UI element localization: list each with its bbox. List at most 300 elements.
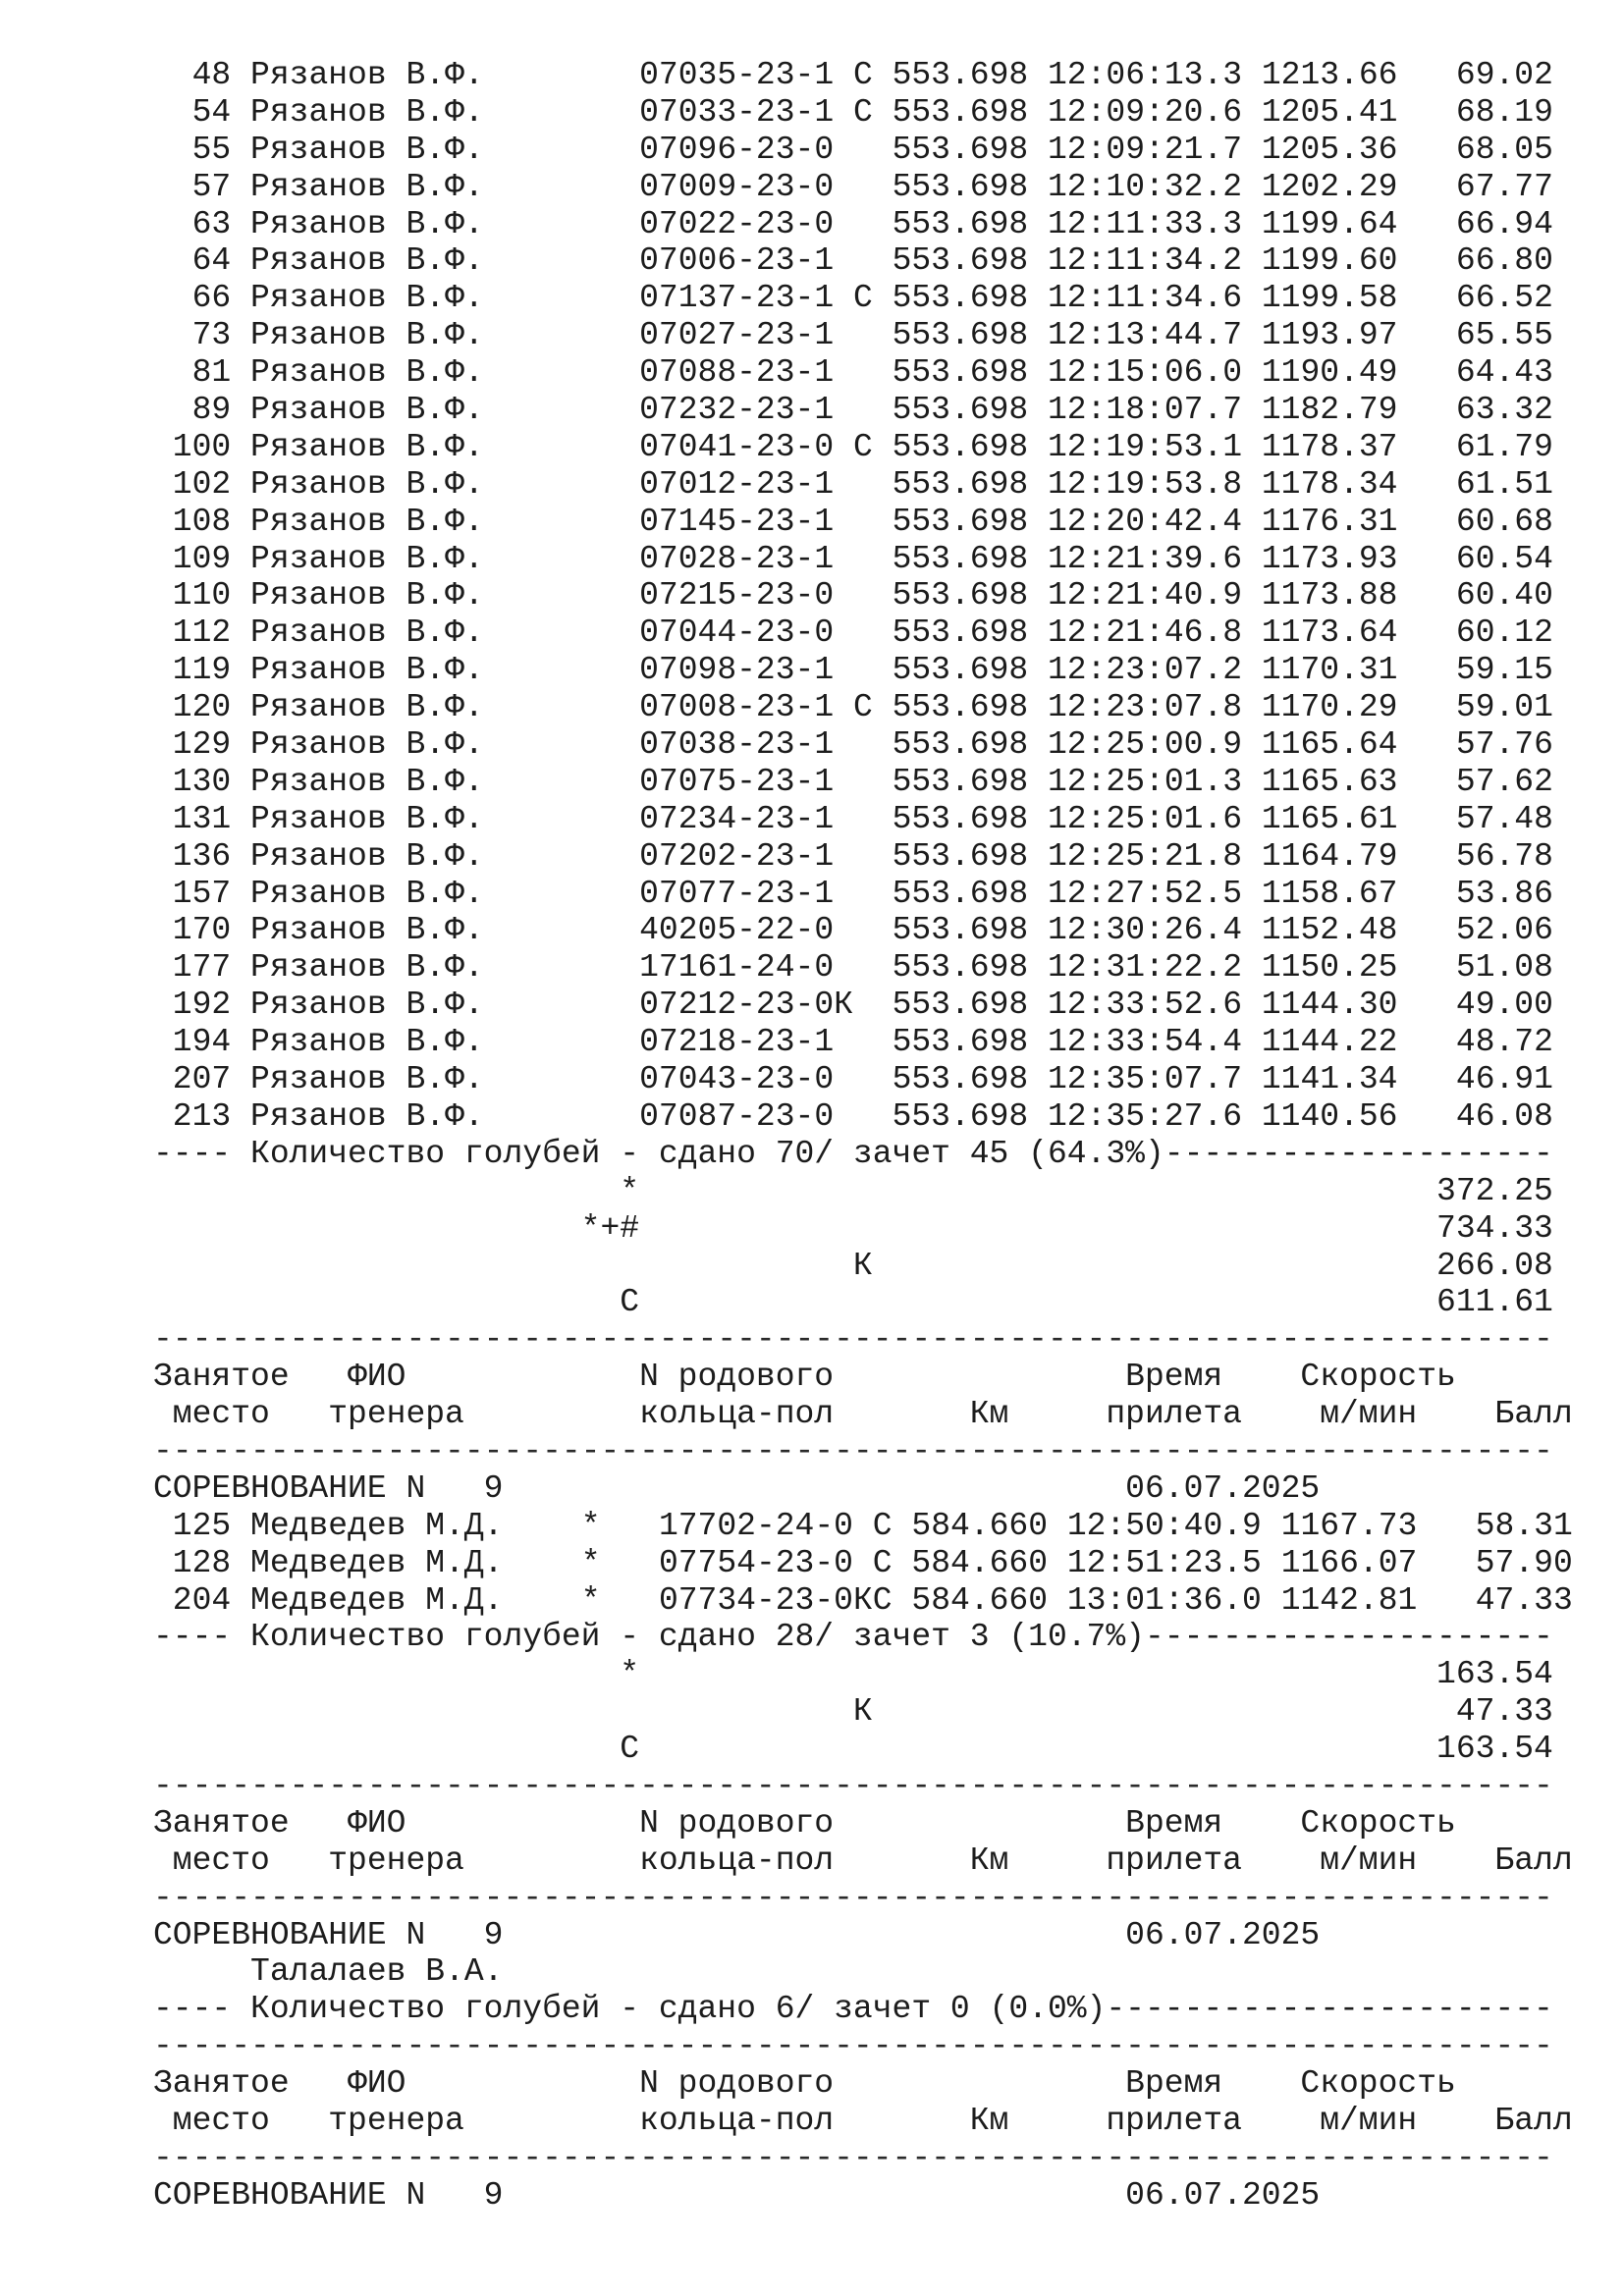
cell-speed: 1144.22 — [1261, 1024, 1398, 1061]
table-header — [153, 1842, 1573, 1880]
cell-score: 57.62 — [1436, 763, 1553, 800]
table-header — [153, 2065, 1573, 2103]
cell-ring: 07022-23-0 — [639, 205, 873, 242]
cell-name: Рязанов В.Ф. — [250, 875, 523, 912]
table-row — [153, 242, 1573, 280]
cell-place: 110 — [153, 577, 232, 614]
table-rule — [153, 1768, 1573, 1805]
cell-time: 12:25:01.6 — [1048, 800, 1243, 837]
cell-place: 102 — [153, 465, 232, 503]
summary-value: 47.33 — [1455, 1693, 1553, 1731]
cell-score: 59.01 — [1436, 689, 1553, 726]
table-row — [153, 726, 1573, 764]
summary-mark: К — [852, 1693, 873, 1731]
cell-score: 57.76 — [1436, 726, 1553, 764]
table-row — [153, 912, 1573, 949]
cell-km: 584.660 — [911, 1544, 1049, 1581]
cell-km: 553.698 — [892, 392, 1029, 429]
cell-time: 12:25:21.8 — [1048, 837, 1243, 875]
cell-ring: 07088-23-1 — [639, 354, 873, 392]
competition-label: СОРЕВНОВАНИЕ N 9 — [153, 1469, 504, 1507]
cell-speed: 1170.29 — [1261, 689, 1398, 726]
table-row — [153, 280, 1573, 317]
cell-name: Рязанов В.Ф. — [250, 652, 523, 689]
table-row — [153, 466, 1573, 504]
cell-speed: 1205.41 — [1261, 93, 1398, 131]
cell-name: Рязанов В.Ф. — [250, 428, 523, 465]
cell-time: 12:25:01.3 — [1048, 763, 1243, 800]
cell-place: 157 — [153, 875, 232, 912]
table-rule — [153, 1433, 1573, 1470]
cell-score: 66.80 — [1436, 242, 1553, 280]
cell-ring: 07038-23-1 — [639, 726, 873, 764]
cell-time: 12:23:07.2 — [1048, 652, 1243, 689]
cell-speed: 1202.29 — [1261, 168, 1398, 205]
cell-name: Рязанов В.Ф. — [250, 93, 523, 131]
cell-name: Рязанов В.Ф. — [250, 987, 523, 1024]
cell-flag: * — [580, 1544, 601, 1581]
cell-time: 12:15:06.0 — [1048, 354, 1243, 392]
summary-row — [153, 1284, 1573, 1321]
summary-mark: * — [620, 1656, 640, 1693]
cell-score: 46.08 — [1436, 1097, 1553, 1135]
rule: ------------------------------------------------------------------------ — [153, 1879, 1553, 1916]
cell-ring: 07033-23-1 С — [639, 93, 873, 131]
rule: ------------------------------------------------------------------------ — [153, 2139, 1553, 2176]
cell-place: 177 — [153, 949, 232, 987]
cell-name: Рязанов В.Ф. — [250, 354, 523, 392]
cell-ring: 07096-23-0 — [639, 131, 873, 168]
summary-count: ---- Количество голубей - сдано 70/ зачет 45 (64.3%)-------------------- — [153, 1135, 1553, 1172]
cell-time: 12:09:21.7 — [1048, 131, 1243, 168]
summary-value: 163.54 — [1436, 1731, 1553, 1768]
cell-ring: 07734-23-0КС — [658, 1581, 893, 1619]
cell-km: 553.698 — [892, 726, 1029, 764]
cell-score: 61.51 — [1436, 465, 1553, 503]
cell-name: Рязанов В.Ф. — [250, 1097, 523, 1135]
table-row — [153, 541, 1573, 578]
table-header — [153, 1805, 1573, 1842]
cell-time: 12:27:52.5 — [1048, 875, 1243, 912]
table-row — [153, 429, 1573, 466]
cell-ring: 17161-24-0 — [639, 949, 873, 987]
cell-name: Рязанов В.Ф. — [250, 800, 523, 837]
header-line-2: место тренера кольца-пол Км прилета м/мин Балл — [153, 1396, 1573, 1433]
cell-name: Рязанов В.Ф. — [250, 465, 523, 503]
summary-row — [153, 1173, 1573, 1210]
cell-speed: 1178.37 — [1261, 428, 1398, 465]
cell-score: 57.90 — [1455, 1544, 1573, 1581]
table-row — [153, 1061, 1573, 1098]
rule: ------------------------------------------------------------------------ — [153, 1767, 1553, 1804]
cell-place: 89 — [153, 392, 232, 429]
cell-score: 52.06 — [1436, 912, 1553, 949]
cell-time: 12:13:44.7 — [1048, 317, 1243, 354]
cell-score: 66.94 — [1436, 205, 1553, 242]
cell-score: 57.48 — [1436, 800, 1553, 837]
cell-speed: 1173.93 — [1261, 540, 1398, 577]
cell-km: 553.698 — [892, 1097, 1029, 1135]
cell-km: 553.698 — [892, 614, 1029, 652]
header-line-1: Занятое ФИО N родового Время Скорость — [153, 1359, 1456, 1396]
cell-place: 131 — [153, 800, 232, 837]
table-row — [153, 57, 1573, 94]
cell-speed: 1165.64 — [1261, 726, 1398, 764]
competition-line — [153, 1470, 1573, 1508]
table-row — [153, 764, 1573, 801]
cell-place: 64 — [153, 242, 232, 280]
cell-place: 136 — [153, 837, 232, 875]
cell-ring: 07009-23-0 — [639, 168, 873, 205]
cell-ring: 07232-23-1 — [639, 392, 873, 429]
cell-speed: 1142.81 — [1280, 1581, 1418, 1619]
cell-speed: 1166.07 — [1280, 1544, 1418, 1581]
cell-score: 58.31 — [1455, 1507, 1573, 1544]
cell-speed: 1173.88 — [1261, 577, 1398, 614]
table-row — [153, 1582, 1573, 1620]
table-row — [153, 949, 1573, 987]
cell-score: 56.78 — [1436, 837, 1553, 875]
table-row — [153, 169, 1573, 206]
summary-mark: С — [620, 1284, 640, 1321]
cell-place: 192 — [153, 987, 232, 1024]
cell-ring: 07098-23-1 — [639, 652, 873, 689]
cell-speed: 1165.61 — [1261, 800, 1398, 837]
cell-time: 12:21:40.9 — [1048, 577, 1243, 614]
summary-row — [153, 1210, 1573, 1248]
rule: ------------------------------------------------------------------------ — [153, 2028, 1553, 2065]
table-row — [153, 132, 1573, 169]
cell-ring: 07234-23-1 — [639, 800, 873, 837]
cell-speed: 1213.66 — [1261, 57, 1398, 93]
cell-name: Талалаев В.А. — [250, 1953, 504, 1991]
cell-time: 12:19:53.8 — [1048, 465, 1243, 503]
cell-ring: 07754-23-0 С — [658, 1544, 893, 1581]
cell-time: 12:23:07.8 — [1048, 689, 1243, 726]
cell-name: Рязанов В.Ф. — [250, 726, 523, 764]
cell-name: Рязанов В.Ф. — [250, 242, 523, 280]
cell-ring: 07043-23-0 — [639, 1061, 873, 1098]
cell-place: 66 — [153, 280, 232, 317]
cell-name: Рязанов В.Ф. — [250, 689, 523, 726]
cell-place: 120 — [153, 689, 232, 726]
summary-mark: * — [620, 1172, 640, 1209]
cell-score: 67.77 — [1436, 168, 1553, 205]
cell-ring: 07202-23-1 — [639, 837, 873, 875]
cell-time: 12:10:32.2 — [1048, 168, 1243, 205]
cell-place: 63 — [153, 205, 232, 242]
cell-score: 59.15 — [1436, 652, 1553, 689]
summary-line — [153, 1136, 1573, 1173]
cell-time: 12:20:42.4 — [1048, 503, 1243, 540]
cell-place: 100 — [153, 428, 232, 465]
cell-name: Рязанов В.Ф. — [250, 577, 523, 614]
cell-score: 69.02 — [1436, 57, 1553, 93]
cell-time: 12:35:27.6 — [1048, 1097, 1243, 1135]
cell-score: 53.86 — [1436, 875, 1553, 912]
rule: ------------------------------------------------------------------------ — [153, 1321, 1553, 1359]
cell-time: 12:51:23.5 — [1066, 1544, 1262, 1581]
summary-mark: С — [620, 1731, 640, 1768]
cell-score: 66.52 — [1436, 280, 1553, 317]
cell-speed: 1199.60 — [1261, 242, 1398, 280]
cell-score: 60.12 — [1436, 614, 1553, 652]
cell-speed: 1205.36 — [1261, 131, 1398, 168]
cell-flag: * — [580, 1507, 601, 1544]
cell-time: 12:50:40.9 — [1066, 1507, 1262, 1544]
cell-km: 553.698 — [892, 465, 1029, 503]
competition-date: 06.07.2025 — [1125, 2176, 1321, 2214]
table-rule — [153, 2028, 1573, 2065]
summary-value: 163.54 — [1436, 1656, 1553, 1693]
summary-value: 372.25 — [1436, 1172, 1553, 1209]
cell-place: 207 — [153, 1061, 232, 1098]
cell-place: 108 — [153, 503, 232, 540]
cell-name: Рязанов В.Ф. — [250, 614, 523, 652]
cell-name: Рязанов В.Ф. — [250, 949, 523, 987]
cell-place: 194 — [153, 1024, 232, 1061]
table-row — [153, 317, 1573, 354]
cell-km: 553.698 — [892, 949, 1029, 987]
cell-score: 61.79 — [1436, 428, 1553, 465]
cell-name: Рязанов В.Ф. — [250, 168, 523, 205]
table-row — [153, 1024, 1573, 1061]
cell-place: 55 — [153, 131, 232, 168]
cell-name: Рязанов В.Ф. — [250, 57, 523, 93]
table-row — [153, 876, 1573, 913]
cell-speed: 1178.34 — [1261, 465, 1398, 503]
summary-line — [153, 1991, 1573, 2028]
cell-place: 48 — [153, 57, 232, 93]
summary-row — [153, 1731, 1573, 1768]
cell-score: 49.00 — [1436, 987, 1553, 1024]
summary-mark: *+# — [580, 1209, 640, 1247]
summary-mark: К — [852, 1247, 873, 1284]
cell-km: 553.698 — [892, 763, 1029, 800]
cell-place: 213 — [153, 1097, 232, 1135]
cell-ring: 07044-23-0 — [639, 614, 873, 652]
cell-ring: 17702-24-0 С — [658, 1507, 893, 1544]
cell-place: 112 — [153, 614, 232, 652]
table-rule — [153, 1880, 1573, 1917]
cell-score: 68.19 — [1436, 93, 1553, 131]
cell-time: 12:19:53.1 — [1048, 428, 1243, 465]
cell-km: 553.698 — [892, 800, 1029, 837]
cell-time: 12:11:34.2 — [1048, 242, 1243, 280]
table-row — [153, 1098, 1573, 1136]
cell-name: Рязанов В.Ф. — [250, 912, 523, 949]
table-row — [153, 504, 1573, 541]
cell-time: 12:21:39.6 — [1048, 540, 1243, 577]
cell-km: 553.698 — [892, 354, 1029, 392]
table-row — [153, 577, 1573, 614]
cell-name: Рязанов В.Ф. — [250, 205, 523, 242]
table-row — [153, 1545, 1573, 1582]
cell-speed: 1140.56 — [1261, 1097, 1398, 1135]
table-row — [153, 392, 1573, 429]
cell-speed: 1152.48 — [1261, 912, 1398, 949]
cell-score: 51.08 — [1436, 949, 1553, 987]
cell-place: 129 — [153, 726, 232, 764]
cell-ring: 07087-23-0 — [639, 1097, 873, 1135]
cell-speed: 1173.64 — [1261, 614, 1398, 652]
cell-ring: 07218-23-1 — [639, 1024, 873, 1061]
summary-row — [153, 1248, 1573, 1285]
cell-speed: 1193.97 — [1261, 317, 1398, 354]
cell-speed: 1182.79 — [1261, 392, 1398, 429]
cell-ring: 07145-23-1 — [639, 503, 873, 540]
cell-speed: 1190.49 — [1261, 354, 1398, 392]
cell-time: 12:31:22.2 — [1048, 949, 1243, 987]
cell-time: 13:01:36.0 — [1066, 1581, 1262, 1619]
cell-name: Рязанов В.Ф. — [250, 837, 523, 875]
competition-date: 06.07.2025 — [1125, 1916, 1321, 1953]
cell-time: 12:09:20.6 — [1048, 93, 1243, 131]
cell-place: 170 — [153, 912, 232, 949]
cell-score: 47.33 — [1455, 1581, 1573, 1619]
cell-place: 128 — [153, 1544, 232, 1581]
cell-km: 553.698 — [892, 93, 1029, 131]
cell-place: 109 — [153, 540, 232, 577]
cell-ring: 07212-23-0К — [639, 987, 873, 1024]
summary-value: 611.61 — [1436, 1284, 1553, 1321]
cell-km: 553.698 — [892, 689, 1029, 726]
cell-name: Рязанов В.Ф. — [250, 280, 523, 317]
cell-ring: 40205-22-0 — [639, 912, 873, 949]
table-row — [153, 94, 1573, 132]
summary-value: 266.08 — [1436, 1247, 1553, 1284]
cell-time: 12:33:54.4 — [1048, 1024, 1243, 1061]
cell-name: Рязанов В.Ф. — [250, 763, 523, 800]
cell-ring: 07035-23-1 С — [639, 57, 873, 93]
cell-speed: 1199.58 — [1261, 280, 1398, 317]
cell-name: Рязанов В.Ф. — [250, 503, 523, 540]
cell-ring: 07077-23-1 — [639, 875, 873, 912]
cell-speed: 1144.30 — [1261, 987, 1398, 1024]
cell-name: Рязанов В.Ф. — [250, 131, 523, 168]
cell-name: Медведев М.Д. — [250, 1581, 523, 1619]
cell-time: 12:21:46.8 — [1048, 614, 1243, 652]
cell-km: 553.698 — [892, 1024, 1029, 1061]
cell-km: 553.698 — [892, 242, 1029, 280]
table-header — [153, 2103, 1573, 2140]
table-rule — [153, 1321, 1573, 1359]
cell-km: 553.698 — [892, 317, 1029, 354]
cell-ring: 07027-23-1 — [639, 317, 873, 354]
cell-speed: 1170.31 — [1261, 652, 1398, 689]
table-row — [153, 1953, 1573, 1991]
cell-score: 60.68 — [1436, 503, 1553, 540]
header-line-1: Занятое ФИО N родового Время Скорость — [153, 2065, 1456, 2103]
cell-time: 12:30:26.4 — [1048, 912, 1243, 949]
cell-km: 553.698 — [892, 503, 1029, 540]
cell-time: 12:06:13.3 — [1048, 57, 1243, 93]
cell-time: 12:35:07.7 — [1048, 1061, 1243, 1098]
cell-ring: 07006-23-1 — [639, 242, 873, 280]
cell-score: 46.91 — [1436, 1061, 1553, 1098]
cell-speed: 1150.25 — [1261, 949, 1398, 987]
competition-line — [153, 2177, 1573, 2215]
table-row — [153, 652, 1573, 689]
cell-time: 12:11:33.3 — [1048, 205, 1243, 242]
cell-km: 553.698 — [892, 428, 1029, 465]
summary-count: ---- Количество голубей - сдано 6/ зачет 0 (0.0%)----------------------- — [153, 1991, 1553, 2028]
cell-km: 553.698 — [892, 577, 1029, 614]
cell-km: 584.660 — [911, 1507, 1049, 1544]
summary-line — [153, 1619, 1573, 1656]
cell-speed: 1167.73 — [1280, 1507, 1418, 1544]
cell-km: 553.698 — [892, 57, 1029, 93]
cell-ring: 07012-23-1 — [639, 465, 873, 503]
table-row — [153, 206, 1573, 243]
cell-ring: 07215-23-0 — [639, 577, 873, 614]
summary-row — [153, 1693, 1573, 1731]
table-row — [153, 1508, 1573, 1545]
cell-place: 57 — [153, 168, 232, 205]
cell-score: 63.32 — [1436, 392, 1553, 429]
cell-name: Рязанов В.Ф. — [250, 1061, 523, 1098]
cell-km: 553.698 — [892, 652, 1029, 689]
cell-name: Рязанов В.Ф. — [250, 392, 523, 429]
header-line-1: Занятое ФИО N родового Время Скорость — [153, 1804, 1456, 1842]
cell-name: Медведев М.Д. — [250, 1507, 523, 1544]
cell-name: Медведев М.Д. — [250, 1544, 523, 1581]
cell-place: 119 — [153, 652, 232, 689]
cell-km: 553.698 — [892, 205, 1029, 242]
competition-date: 06.07.2025 — [1125, 1469, 1321, 1507]
cell-place: 54 — [153, 93, 232, 131]
cell-speed: 1176.31 — [1261, 503, 1398, 540]
cell-km: 553.698 — [892, 131, 1029, 168]
cell-time: 12:18:07.7 — [1048, 392, 1243, 429]
table-row — [153, 614, 1573, 652]
cell-score: 68.05 — [1436, 131, 1553, 168]
cell-place: 81 — [153, 354, 232, 392]
cell-km: 553.698 — [892, 837, 1029, 875]
results-report — [153, 57, 1573, 2215]
table-rule — [153, 2140, 1573, 2177]
cell-ring: 07075-23-1 — [639, 763, 873, 800]
cell-flag: * — [580, 1581, 601, 1619]
competition-label: СОРЕВНОВАНИЕ N 9 — [153, 1916, 504, 1953]
cell-score: 64.43 — [1436, 354, 1553, 392]
cell-ring: 07028-23-1 — [639, 540, 873, 577]
table-row — [153, 801, 1573, 838]
summary-value: 734.33 — [1436, 1209, 1553, 1247]
cell-time: 12:11:34.6 — [1048, 280, 1243, 317]
competition-label: СОРЕВНОВАНИЕ N 9 — [153, 2176, 504, 2214]
cell-place: 125 — [153, 1507, 232, 1544]
cell-km: 584.660 — [911, 1581, 1049, 1619]
cell-speed: 1158.67 — [1261, 875, 1398, 912]
cell-ring: 07137-23-1 С — [639, 280, 873, 317]
table-row — [153, 838, 1573, 876]
competition-line — [153, 1917, 1573, 1954]
cell-speed: 1165.63 — [1261, 763, 1398, 800]
cell-name: Рязанов В.Ф. — [250, 540, 523, 577]
header-line-2: место тренера кольца-пол Км прилета м/мин Балл — [153, 2102, 1573, 2139]
table-row — [153, 689, 1573, 726]
cell-km: 553.698 — [892, 912, 1029, 949]
cell-time: 12:33:52.6 — [1048, 987, 1243, 1024]
cell-ring: 07008-23-1 С — [639, 689, 873, 726]
cell-place: 130 — [153, 763, 232, 800]
cell-score: 60.54 — [1436, 540, 1553, 577]
cell-name: Рязанов В.Ф. — [250, 317, 523, 354]
summary-count: ---- Количество голубей - сдано 28/ зачет 3 (10.7%)--------------------- — [153, 1619, 1553, 1656]
table-header — [153, 1359, 1573, 1396]
cell-time: 12:25:00.9 — [1048, 726, 1243, 764]
